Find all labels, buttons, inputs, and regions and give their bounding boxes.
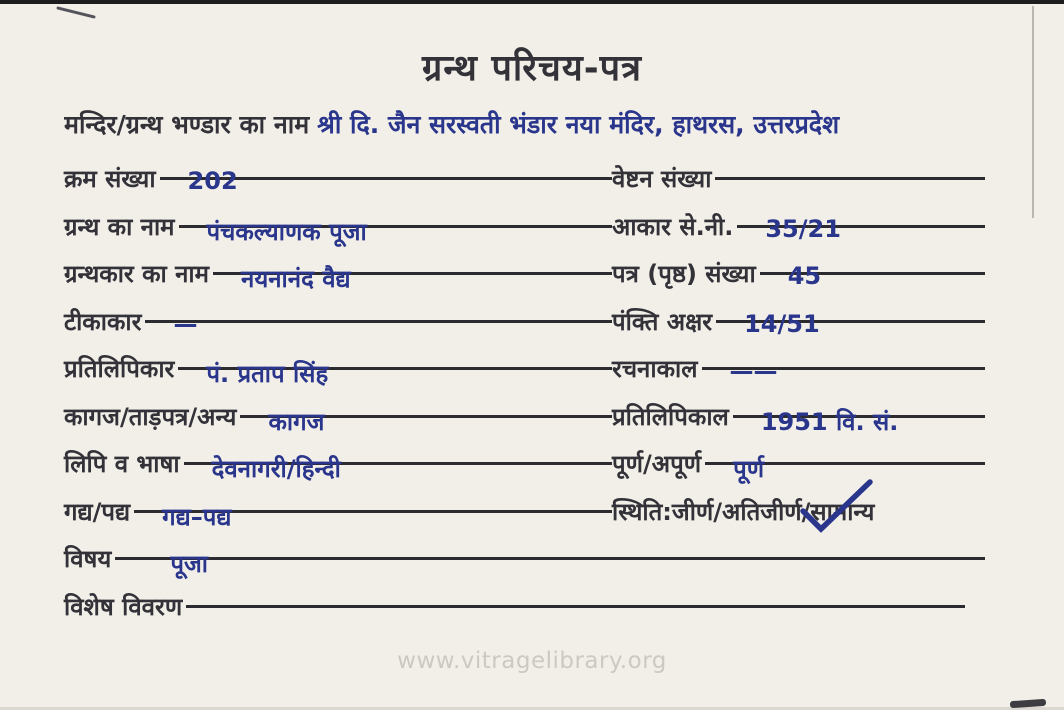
field-line — [737, 214, 985, 243]
field-line — [115, 550, 985, 578]
scan-scratch-mark — [56, 6, 96, 19]
field-value-material: कागज — [268, 407, 325, 436]
field-label-book-name: ग्रन्थ का नाम — [64, 212, 175, 241]
field-line — [160, 167, 612, 195]
field-line — [186, 605, 965, 608]
field-line — [715, 177, 985, 180]
field-value-scribe: पं. प्रताप सिंह — [206, 360, 329, 388]
field-line — [733, 407, 985, 436]
field-label-special-details: विशेष विवरण — [64, 592, 183, 621]
field-label-condition: स्थिति:जीर्ण/अतिजीर्ण/ — [612, 497, 811, 526]
form-row — [64, 161, 985, 209]
header-field-label: मन्दिर/ग्रन्थ भण्डार का नाम — [64, 110, 310, 139]
field-value-book-name: पंचकल्याणक पूजा — [206, 217, 367, 246]
field-label-scribe: प्रतिलिपिकार — [64, 355, 175, 383]
field-value-page-count: 45 — [787, 262, 822, 290]
form-row — [64, 494, 985, 542]
field-line — [702, 357, 985, 385]
field-label-page-count: पत्र (पृष्ठ) संख्या — [612, 260, 756, 288]
field-value-serial-number: 202 — [187, 167, 238, 195]
field-value-complete-incomplete: पूर्ण — [733, 455, 765, 483]
field-label-size-cm: आकार से.नी. — [612, 212, 734, 241]
field-line — [716, 309, 985, 338]
field-line — [179, 217, 612, 246]
field-label-material: कागज/ताड़पत्र/अन्य — [64, 402, 237, 431]
watermark-text: www.vitragelibrary.org — [397, 648, 667, 674]
field-label-copy-date: प्रतिलिपिकाल — [612, 402, 729, 431]
form-row — [64, 446, 985, 494]
header-row — [64, 107, 1064, 141]
condition-checked-option: सामान्य — [810, 494, 874, 542]
field-value-author-name: नयनानंद वैद्य — [241, 265, 351, 293]
scan-edge-top — [0, 0, 1064, 4]
scan-edge-right — [1032, 6, 1034, 218]
page-title: ग्रन्थ परिचय-पत्र — [422, 48, 642, 89]
field-value-commentator: — — [173, 309, 198, 338]
field-line — [178, 360, 612, 388]
field-line — [184, 455, 612, 483]
field-line — [760, 262, 985, 290]
field-line — [134, 502, 612, 531]
field-label-bundle-number: वेष्टन संख्या — [612, 165, 712, 193]
field-label-lines-letters: पंक्ति अक्षर — [612, 307, 713, 336]
field-line — [145, 309, 612, 338]
form-row — [64, 399, 985, 447]
form-row — [64, 589, 985, 637]
field-label-commentator: टीकाकार — [64, 307, 142, 336]
field-value-prose-verse: गद्य–पद्य — [162, 502, 232, 531]
field-label-author-name: ग्रन्थकार का नाम — [64, 260, 209, 288]
form-row — [64, 304, 985, 352]
form-row — [64, 256, 985, 304]
field-label-prose-verse: गद्य/पद्य — [64, 497, 131, 526]
field-value-size-cm: 35/21 — [765, 214, 841, 243]
field-value-lines-letters: 14/51 — [744, 309, 820, 338]
field-value-composition-date: —— — [729, 357, 778, 385]
form-row — [64, 209, 985, 257]
field-label-serial-number: क्रम संख्या — [64, 165, 156, 193]
field-label-complete-incomplete: पूर्ण/अपूर्ण — [612, 450, 702, 478]
field-label-composition-date: रचनाकाल — [612, 355, 698, 383]
form-row — [64, 541, 985, 589]
field-label-script-language: लिपि व भाषा — [64, 450, 180, 478]
header-field-value: श्री दि. जैन सरस्वती भंडार नया मंदिर, हाथरस, उत्तरप्रदेश — [317, 110, 840, 139]
field-value-subject: पूजा — [170, 550, 209, 578]
form-row — [64, 351, 985, 399]
field-label-subject: विषय — [64, 545, 112, 573]
field-value-script-language: देवनागरी/हिन्दी — [211, 455, 341, 483]
field-value-copy-date: 1951 वि. सं. — [760, 407, 899, 436]
field-line — [705, 455, 985, 483]
field-line — [240, 407, 612, 436]
form-body — [64, 161, 985, 636]
field-line — [213, 265, 612, 293]
